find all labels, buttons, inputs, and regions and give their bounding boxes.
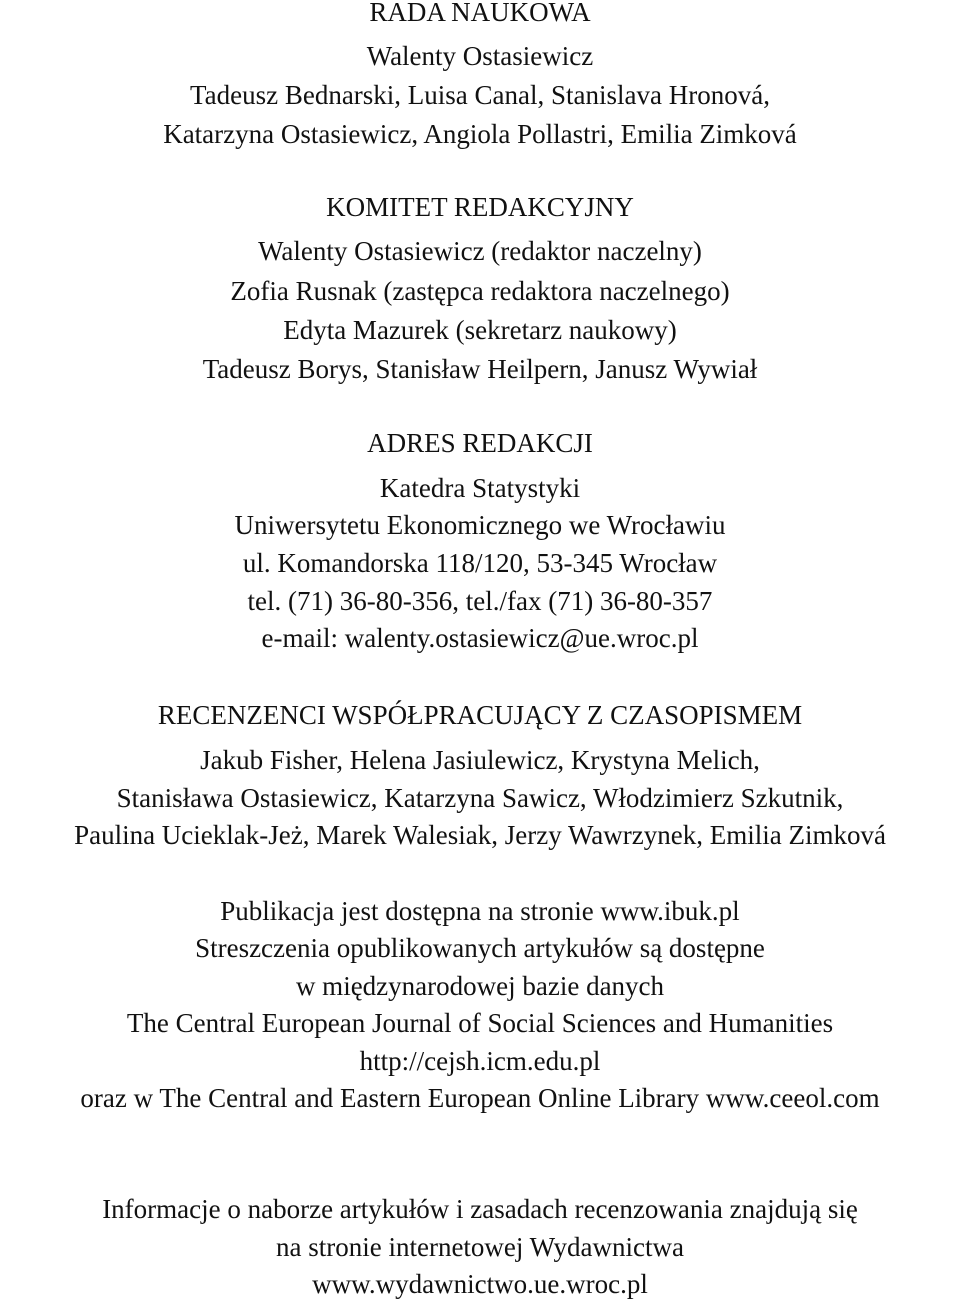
recenzenci-line: Paulina Ucieklak-Jeż, Marek Walesiak, Jerzy Wawrzynek, Emilia Zimková	[74, 820, 886, 850]
rada-naukowa-line: Walenty Ostasiewicz	[366, 41, 594, 71]
adres-redakcji-line: tel. (71) 36-80-356, tel./fax (71) 36-80-357	[247, 586, 713, 616]
informacje-line: Informacje o naborze artykułów i zasadach recenzowania znajdują się	[102, 1194, 858, 1224]
rada-naukowa-line: Tadeusz Bednarski, Luisa Canal, Stanislava Hronová,	[190, 80, 770, 110]
publikacja-line: The Central European Journal of Social Sciences and Humanities	[126, 1008, 834, 1038]
komitet-redakcyjny-line: Zofia Rusnak (zastępca redaktora naczelnego)	[230, 276, 730, 306]
publikacja-line: w międzynarodowej bazie danych	[295, 971, 665, 1001]
rada-naukowa-line: Katarzyna Ostasiewicz, Angiola Pollastri, Emilia Zimková	[163, 119, 797, 149]
adres-redakcji-line: ul. Komandorska 118/120, 53-345 Wrocław	[242, 548, 718, 578]
recenzenci-line: Jakub Fisher, Helena Jasiulewicz, Krystyna Melich,	[200, 745, 760, 775]
publikacja-line: Streszczenia opublikowanych artykułów są dostępne	[195, 933, 765, 963]
adres-redakcji-heading: ADRES REDAKCJI	[367, 428, 593, 458]
komitet-redakcyjny-line: Walenty Ostasiewicz (redaktor naczelny)	[258, 236, 702, 266]
adres-redakcji-line: Uniwersytetu Ekonomicznego we Wrocławiu	[234, 510, 726, 540]
komitet-redakcyjny-line: Tadeusz Borys, Stanisław Heilpern, Janusz Wywiał	[202, 354, 758, 384]
rada-naukowa-heading: RADA NAUKOWA	[369, 0, 591, 27]
email-address: e-mail: walenty.ostasiewicz@ue.wroc.pl	[261, 623, 699, 653]
publikacja-line: Publikacja jest dostępna na stronie www.ibuk.pl	[220, 896, 740, 926]
adres-redakcji-line: Katedra Statystyki	[379, 473, 581, 503]
recenzenci-heading: RECENZENCI WSPÓŁPRACUJĄCY Z CZASOPISMEM	[157, 700, 803, 730]
wydawnictwo-url: www.wydawnictwo.ue.wroc.pl	[312, 1269, 648, 1299]
cejsh-url: http://cejsh.icm.edu.pl	[359, 1046, 601, 1076]
komitet-redakcyjny-line: Edyta Mazurek (sekretarz naukowy)	[283, 315, 677, 345]
publikacja-line: oraz w The Central and Eastern European Online Library www.ceeol.com	[80, 1083, 880, 1113]
komitet-redakcyjny-heading: KOMITET REDAKCYJNY	[326, 192, 634, 222]
recenzenci-line: Stanisława Ostasiewicz, Katarzyna Sawicz, Włodzimierz Szkutnik,	[116, 783, 844, 813]
informacje-line: na stronie internetowej Wydawnictwa	[276, 1232, 684, 1262]
